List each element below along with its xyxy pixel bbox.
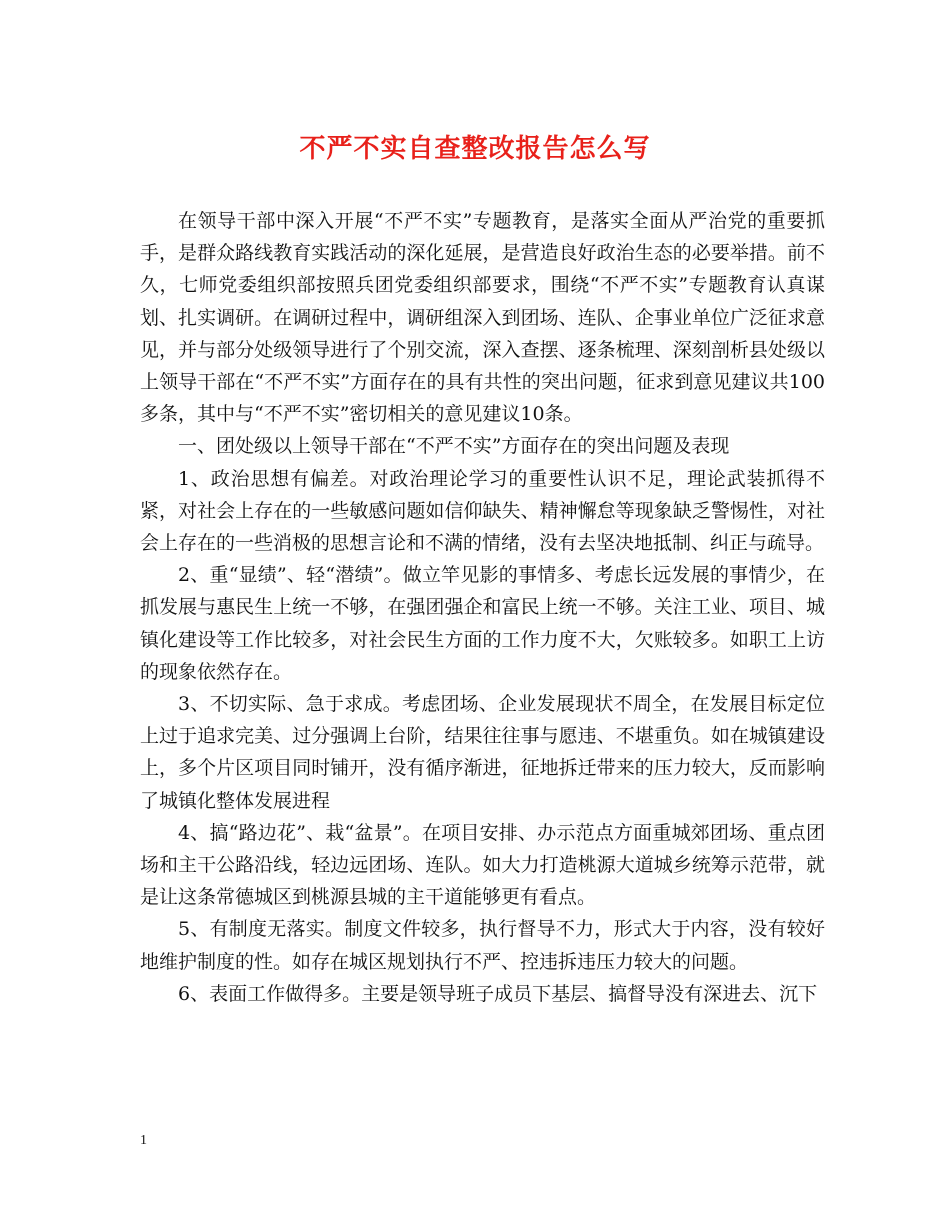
paragraph-item-5: 5、有制度无落实。制度文件较多，执行督导不力，形式大于内容，没有较好地维护制度的性。如存在城区规划执行不严、控违拆违压力较大的问题。 (140, 918, 825, 973)
paragraph-item-2: 2、重“显绩”、轻“潜绩”。做立竿见影的事情多、考虑长远发展的事情少，在抓发展与惠民生上统一不够，在强团强企和富民上统一不够。关注工业、项目、城镇化建设等工作比较多，对社会民生方面的工作力度不大，欠账较多。如职工上访的现象依然存在。 (140, 564, 825, 683)
section-heading: 一、团处级以上领导干部在“不严不实”方面存在的突出问题及表现 (178, 435, 730, 458)
paragraph-item-1: 1、政治思想有偏差。对政治理论学习的重要性认识不足，理论武装抓得不紧，对社会上存在的一些敏感问题如信仰缺失、精神懈怠等现象缺乏警惕性，对社会上存在的一些消极的思想言论和不满的情绪，没有去坚决地抵制、纠正与疏导。 (140, 467, 825, 555)
document-title: 不严不实自查整改报告怎么写 (299, 134, 651, 164)
paragraph-item-4: 4、搞“路边花”、栽“盆景”。在项目安排、办示范点方面重城郊团场、重点团场和主干公路沿线，轻边远团场、连队。如大力打造桃源大道城乡统筹示范带，就是让这条常德城区到桃源县城的主干道能够更有看点。 (140, 821, 825, 909)
document-body (140, 205, 825, 1010)
paragraph-item-6: 6、表面工作做得多。主要是领导班子成员下基层、搞督导没有深进去、沉下 (178, 982, 818, 1005)
page-number: 1 (140, 1133, 147, 1148)
paragraph-item-3: 3、不切实际、急于求成。考虑团场、企业发展现状不周全，在发展目标定位上过于追求完美、过分强调上台阶，结果往往事与愿违、不堪重负。如在城镇建设上，多个片区项目同时铺开，没有循序渐进，征地拆迁带来的压力较大，反而影响了城镇化整体发展进程 (140, 693, 825, 812)
paragraph-intro: 在领导干部中深入开展“不严不实”专题教育，是落实全面从严治党的重要抓手，是群众路线教育实践活动的深化延展，是营造良好政治生态的必要举措。前不久，七师党委组织部按照兵团党委组织部要求，围绕“不严不实”专题教育认真谋划、扎实调研。在调研过程中，调研组深入到团场、连队、企事业单位广泛征求意见，并与部分处级领导进行了个别交流，深入查摆、逐条梳理、深刻剖析县处级以上领导干部在“不严不实”方面存在的具有共性的突出问题，征求到意见建议共100多条，其中与“不严不实”密切相关的意见建议10条。 (140, 210, 825, 426)
